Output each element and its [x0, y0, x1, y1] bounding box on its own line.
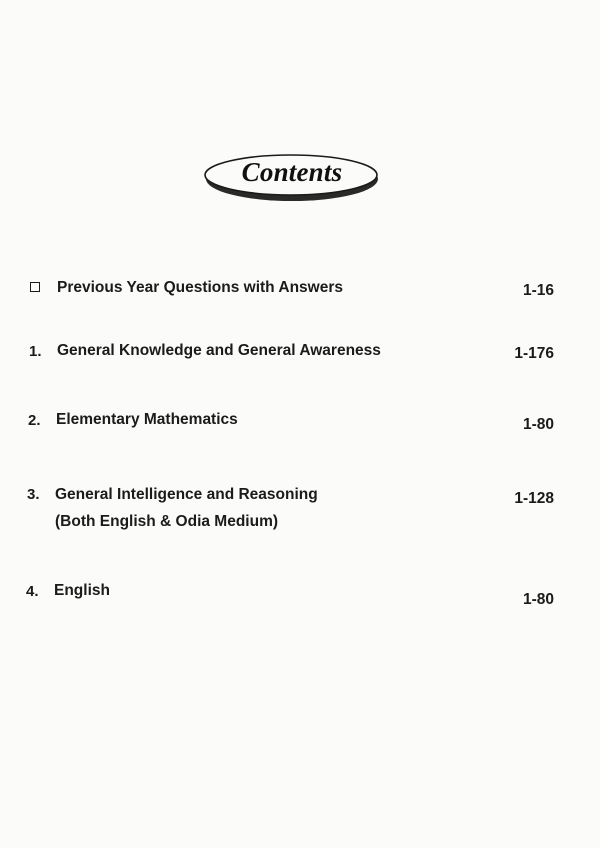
toc-entry-pages: 1-80 — [522, 591, 554, 608]
checkbox-icon — [30, 282, 40, 292]
toc-entry-label: Previous Year Questions with Answers — [57, 279, 343, 296]
toc-entry-pages: 1-176 — [514, 345, 554, 362]
toc-entry-label: General Knowledge and General Awareness — [57, 342, 381, 359]
toc-entry-pages: 1-80 — [522, 416, 554, 433]
toc-entry-label: General Intelligence and Reasoning — [55, 486, 318, 503]
toc-entry-subtitle: (Both English & Odia Medium) — [55, 513, 279, 530]
toc-entry-label: English — [54, 582, 110, 599]
toc-entry-label: Elementary Mathematics — [56, 411, 238, 428]
toc-entry-number: 2. — [28, 412, 41, 429]
contents-title-banner — [203, 152, 381, 204]
toc-entry-number: 1. — [29, 343, 42, 360]
toc-entry-number: 4. — [26, 583, 39, 600]
toc-entry-pages: 1-16 — [522, 282, 554, 299]
toc-entry-number: 3. — [27, 486, 40, 503]
toc-entry-pages: 1-128 — [514, 490, 554, 507]
page-title: Contents — [241, 157, 343, 187]
